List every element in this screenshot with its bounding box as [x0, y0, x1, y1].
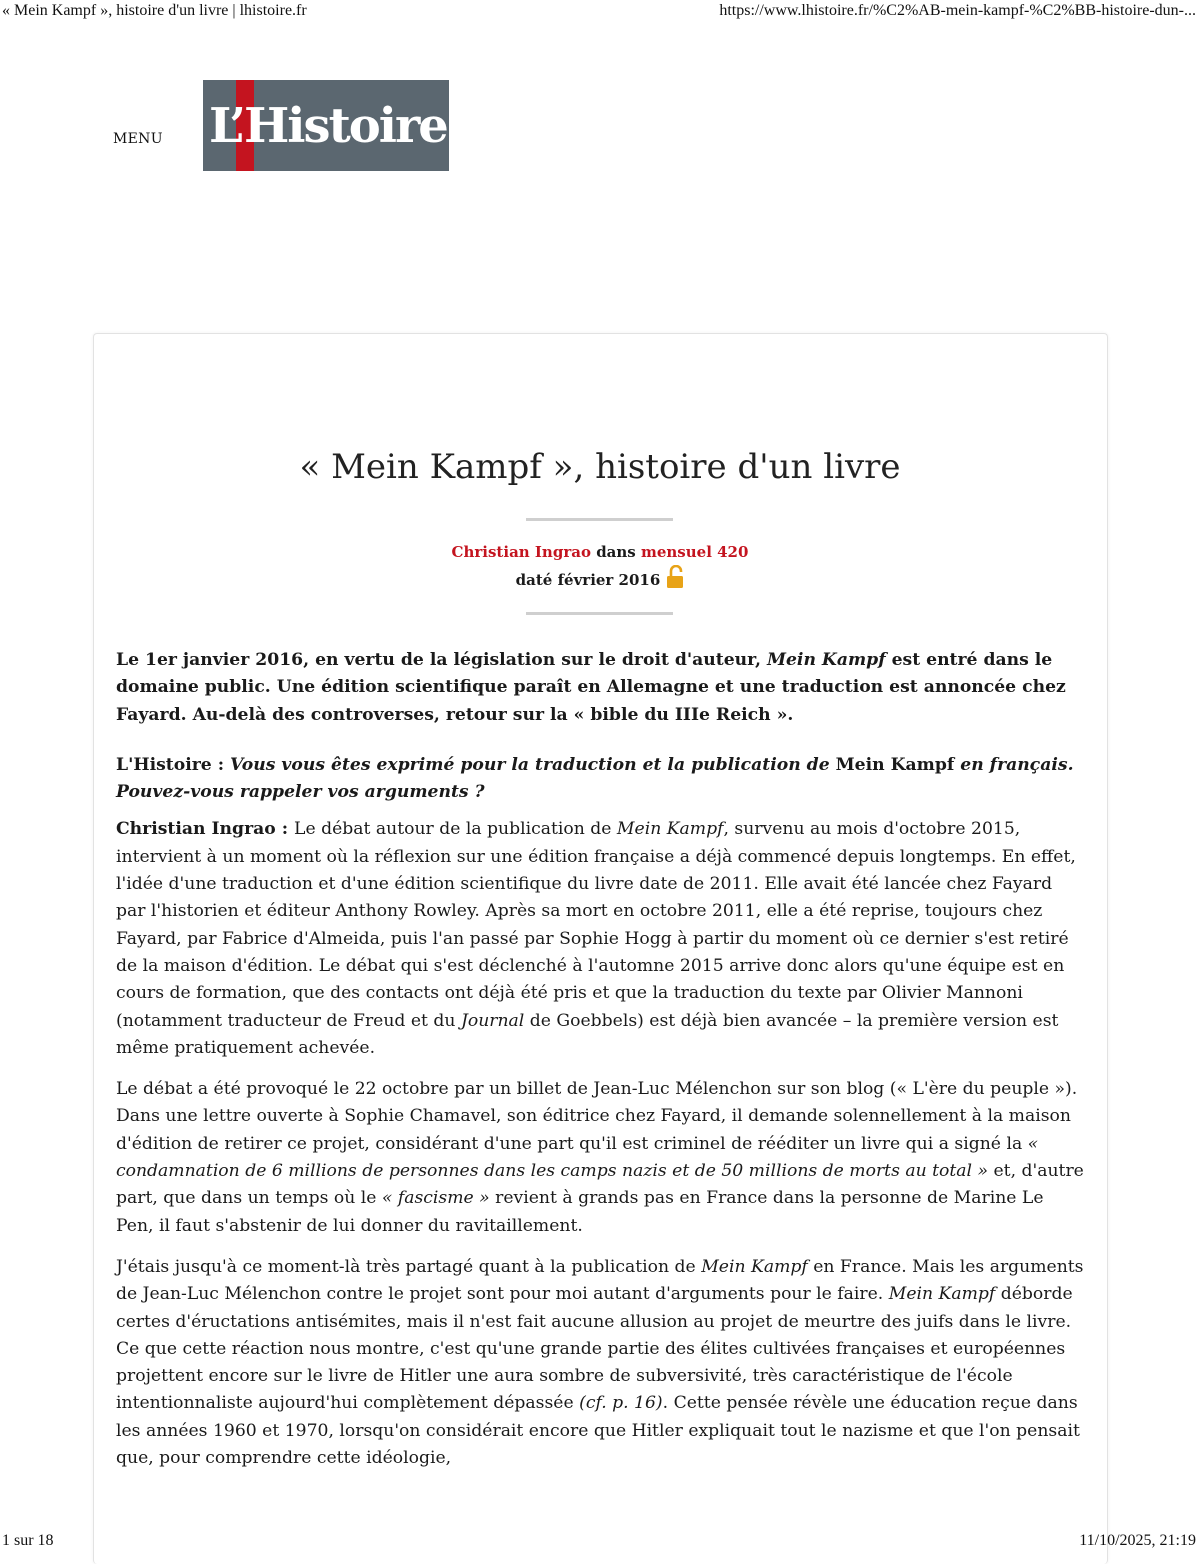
- article-title: « Mein Kampf », histoire d'un livre: [299, 447, 901, 487]
- byline-dans: dans: [596, 543, 636, 561]
- article-date: daté février 2016: [515, 571, 661, 589]
- open-lock-icon: [666, 565, 684, 597]
- article-lead: Le 1er janvier 2016, en vertu de la législation sur le droit d'auteur, Mein Kampf est entré dans le domaine public. Une édition scientifique paraît en Allemagne et une traduction est annoncée chez Fayard. Au-delà des controverses, retour sur la « bible du IIIe Reich ».: [116, 650, 1066, 725]
- print-header: [0, 2, 1200, 24]
- author-link[interactable]: Christian Ingrao: [451, 543, 591, 561]
- page-counter: 1 sur 18: [2, 1532, 54, 1549]
- logo-text: L’Histoire: [209, 97, 447, 154]
- body-paragraph: J'étais jusqu'à ce moment-là très partagé quant à la publication de Mein Kampf en France. Mais les arguments de Jean-Luc Mélenchon contre le projet sont pour moi autant d'arguments pour le faire. Mein Kampf déborde certes d'éructations antisémites, mais il n'est fait aucune allusion au projet de meurtre des juifs dans le livre. Ce que cette réaction nous montre, c'est qu'une grande partie des élites cultivées françaises et européennes projettent encore sur le livre de Hitler une aura sombre de subversivité, très caractéristique de l'école intentionnaliste aujourd'hui complètement dépassée (cf. p. 16). Cette pensée révèle une éducation reçue dans les années 1960 et 1970, lorsqu'on considérait encore que Hitler expliquait tout le nazisme et que l'on pensait que, pour comprendre cette idéologie,: [116, 1256, 1084, 1469]
- answer-speaker: Christian Ingrao :: [116, 819, 295, 840]
- print-footer: [0, 1532, 1200, 1554]
- print-header-title: « Mein Kampf », histoire d'un livre | lhistoire.fr: [2, 2, 307, 19]
- site-logo[interactable]: [203, 80, 449, 171]
- print-timestamp: 11/10/2025, 21:19: [1079, 1532, 1196, 1549]
- print-header-url: https://www.lhistoire.fr/%C2%AB-mein-kampf-%C2%BB-histoire-dun-...: [719, 2, 1196, 19]
- title-divider-top: [526, 518, 673, 521]
- body-paragraph: Le débat a été provoqué le 22 octobre par un billet de Jean-Luc Mélenchon sur son blog (« L'ère du peuple »). Dans une lettre ouverte à Sophie Chamavel, son éditrice chez Fayard, il demande solennellement à la maison d'édition de retirer ce projet, considérant d'une part qu'il est criminel de rééditer un livre qui a signé la « condamnation de 6 millions de personnes dans les camps nazis et de 50 millions de morts au total » et, d'autre part, que dans un temps où le « fascisme » revient à grands pas en France dans la personne de Marine Le Pen, il faut s'abstenir de lui donner du ravitaillement.: [116, 1079, 1084, 1236]
- article-body: [116, 647, 1086, 1486]
- interview-answer-paragraph: Christian Ingrao : Le débat autour de la publication de Mein Kampf, survenu au mois d'octobre 2015, intervient à un moment où la réflexion sur une édition française a déjà commencé depuis longtemps. En effet, l'idée d'une traduction et d'une édition scientifique du livre date de 2011. Elle avait été lancée chez Fayard par l'historien et éditeur Anthony Rowley. Après sa mort en octobre 2011, elle a été reprise, toujours chez Fayard, par Fabrice d'Almeida, puis l'an passé par Sophie Hogg à partir du moment où ce dernier s'est retiré de la maison d'édition. Le débat qui s'est déclenché à l'automne 2015 arrive donc alors qu'une équipe est en cours de formation, que des contacts ont déjà été pris et que la traduction du texte par Olivier Mannoni (notamment traducteur de Freud et du Journal de Goebbels) est déjà bien avancée – la première version est même pratiquement achevée.: [116, 819, 1076, 1058]
- issue-link[interactable]: mensuel 420: [640, 543, 749, 561]
- date-line: [0, 565, 1200, 597]
- question-speaker: L'Histoire :: [116, 754, 231, 775]
- interview-question: L'Histoire : Vous vous êtes exprimé pour la traduction et la publication de Mein Kampf en français. Pouvez-vous rappeler vos arguments ?: [116, 754, 1074, 803]
- byline: [0, 540, 1200, 565]
- menu-button[interactable]: MENU: [113, 131, 163, 147]
- title-divider-bottom: [526, 612, 673, 615]
